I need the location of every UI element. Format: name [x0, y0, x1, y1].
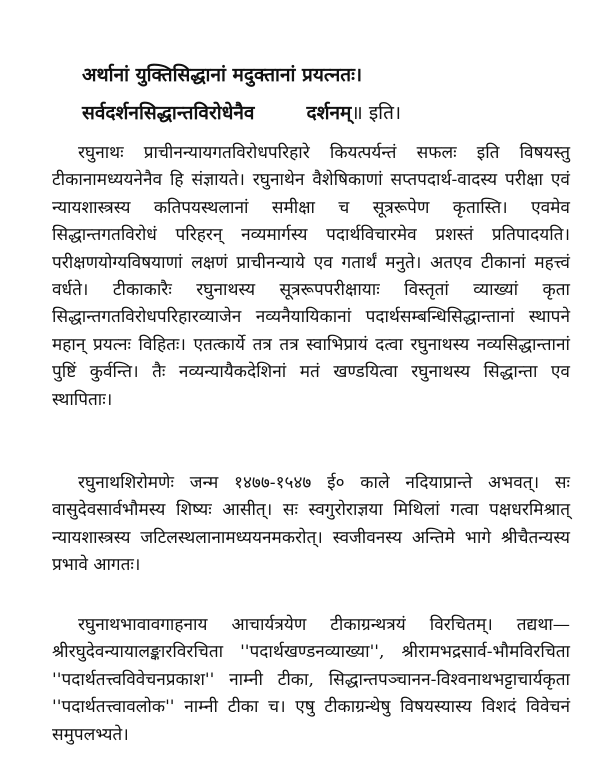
verse-line-2-right: दर्शनम्: [306, 102, 352, 124]
verse-line-1-text: अर्थानां युक्तिसिद्धानां मदुक्तानां प्रयत्नतः।: [82, 64, 363, 86]
paragraph-raghunatha-biography: रघुनाथशिरोमणेः जन्म १४७७-१५४७ ई० काले नदियाप्रान्ते अभवत्। सः वासुदेवसार्वभौमस्य शिष्यः आसीत्। सः स्वगुरोराज्ञया मिथिलां गत्वा पक्षधरमिश्रात् न्यायशास्त्रस्य जटिलस्थलानामध्ययनमकरोत्। स्वजीवनस्य अन्तिमे भागे श्रीचैतन्यस्य प्रभावे आगतः।: [52, 473, 570, 576]
verse-line-2-left: सर्वदर्शनसिद्धान्तविरोधेनैव: [82, 102, 255, 124]
verse-line-2-tail: ॥ इति।: [351, 102, 402, 124]
paragraph-raghunatha-analysis: रघुनाथः प्राचीनन्यायगतविरोधपरिहारे कियत्पर्यन्तं सफलः इति विषयस्तु टीकानामध्ययनेनैव हि संज्ञायते। रघुनाथेन वैशेषिकाणां सप्तपदार्थ-वादस्य परीक्षा एवं न्यायशास्त्रस्य कतिपयस्थलानां समीक्षा च सूत्ररूपेण कृतास्ति। एवमेव सिद्धान्तगतविरोधं परिहरन् नव्यमार्गस्य पदार्थविचारमेव प्रशस्तं प्रतिपादयति। परीक्षणयोग्यविषयाणां लक्षणं प्राचीनन्याये एव गतार्थं मनुते। अतएव टीकानां महत्त्वं वर्धते। टीकाकारैः रघुनाथस्य सूत्ररूपपरीक्षायाः विस्तृतां व्याख्यां कृता सिद्धान्तगतविरोधपरिहारव्याजेन नव्यनैयायिकानां पदार्थसम्बन्धिसिद्धान्तानां स्थापने महान् प्रयत्नः विहितः। एतत्कार्ये तत्र तत्र स्वाभिप्रायं दत्वा रघुनाथस्य नव्यसिद्धान्तानां पुष्टिं कुर्वन्ति। तैः नव्यन्यायैकदेशिनां मतं खण्डयित्वा रघुनाथस्य सिद्धान्ता एव स्थापिताः।: [52, 143, 570, 410]
verse-line-1: [82, 62, 362, 88]
verse-line-2: [82, 100, 401, 126]
paragraph-commentaries: रघुनाथभावावगाहनाय आचार्यत्रयेण टीकाग्रन्थत्रयं विरचितम्। तद्यथा— श्रीरघुदेवन्यायालङ्कारविरचिता ''पदार्थखण्डनव्याख्या'', श्रीरामभद्रसार्व-भौमविरचिता ''पदार्थतत्त्वविवेचनप्रकाश'' नाम्नी टीका, सिद्धान्तपञ्चानन-विश्वनाथभट्टाचार्यकृता ''पदार्थतत्त्वावलोक'' नाम्नी टीका च। एषु टीकाग्रन्थेषु विषयस्यास्य विशदं विवेचनं समुपलभ्यते।: [52, 615, 570, 745]
